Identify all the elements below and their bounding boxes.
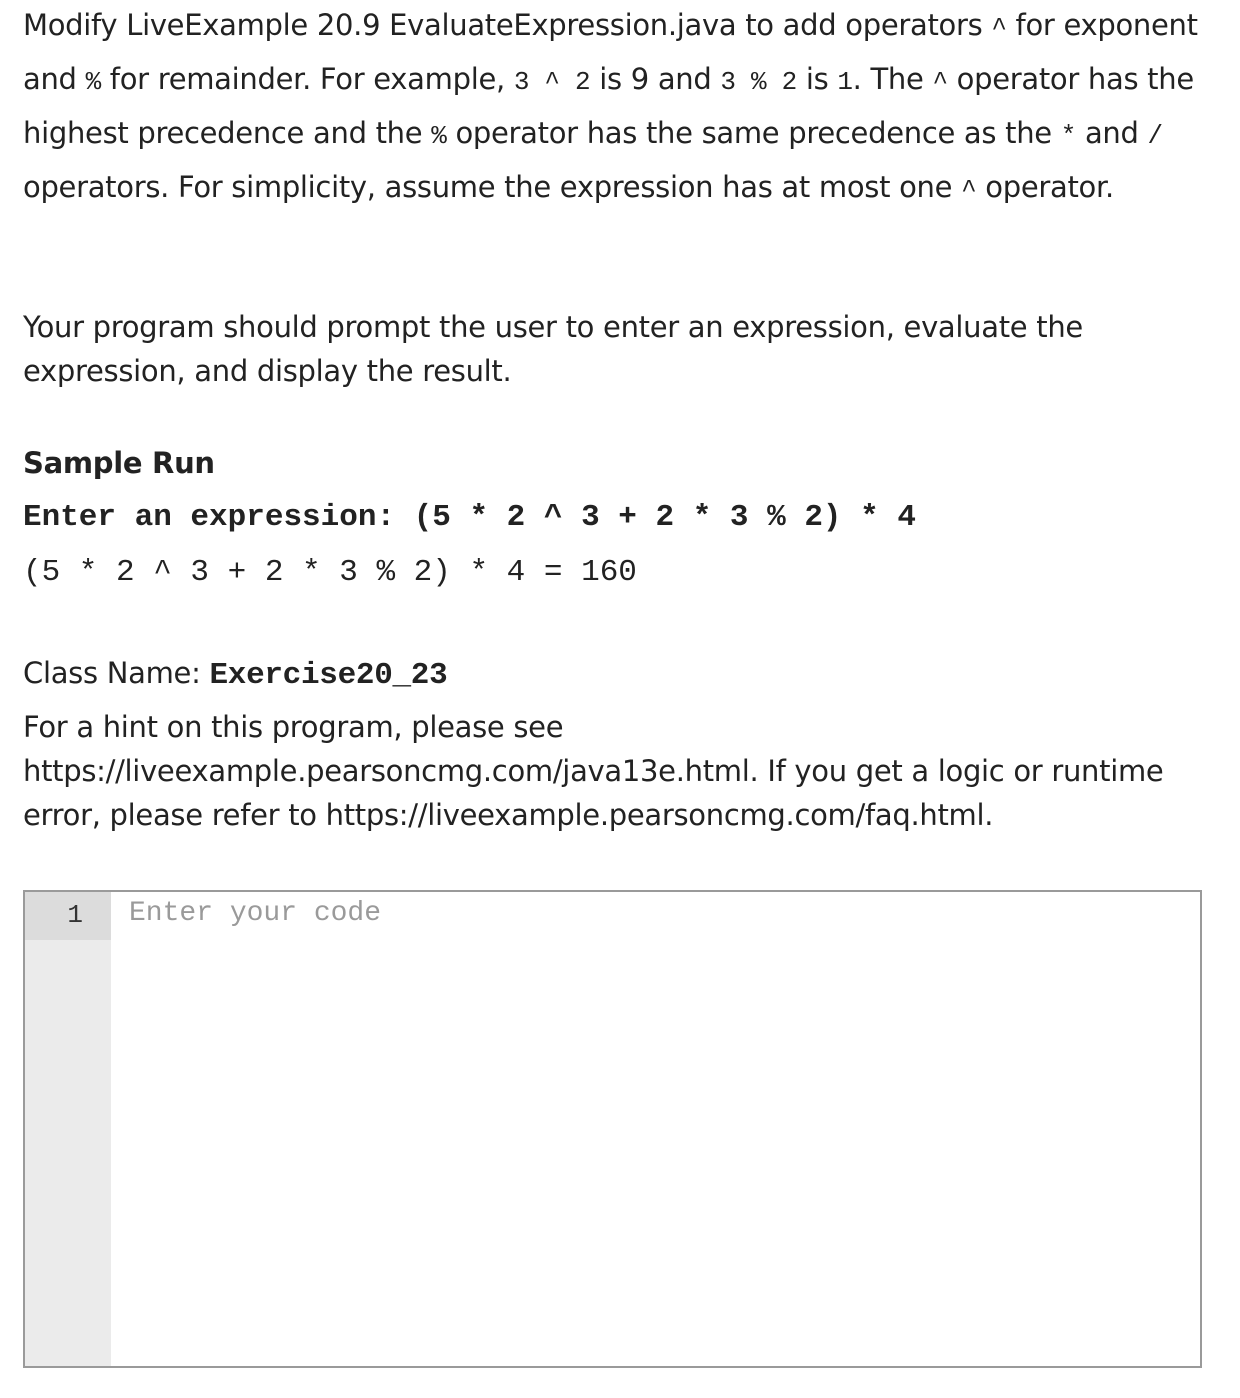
text-segment: for exponent and <box>23 8 1198 96</box>
code-input[interactable] <box>129 898 1189 1358</box>
text-segment: Modify LiveExample 20.9 EvaluateExpression.java to add operators <box>23 8 992 42</box>
text-segment: operators. For simplicity, assume the expression has at most one <box>23 170 962 204</box>
text-segment: is 9 and <box>590 62 721 96</box>
text-segment: operator has the same precedence as the <box>446 116 1061 150</box>
line-number-gutter <box>25 892 111 1366</box>
text-segment: and <box>1076 116 1148 150</box>
hint-text: For a hint on this program, please see https://liveexample.pearsoncmg.com/java13e.html. If you get a logic or runtime error, please refer to https://liveexample.pearsoncmg.com/faq.html. <box>23 710 1164 832</box>
text-segment: is <box>796 62 838 96</box>
class-name-line <box>23 656 447 693</box>
text-segment: . The <box>852 62 933 96</box>
percent-operator: % <box>431 121 447 151</box>
sample-run-output-line: (5 * 2 ^ 3 + 2 * 3 % 2) * 4 = 160 <box>23 555 637 590</box>
text-segment: operator has the highest precedence and the <box>23 62 1194 150</box>
text-segment: for remainder. For example, <box>100 62 514 96</box>
multiply-operator: * <box>1060 121 1077 151</box>
caret-operator: ^ <box>961 175 977 205</box>
problem-description <box>23 0 1218 216</box>
caret-operator: ^ <box>991 13 1007 43</box>
divide-operator: / <box>1147 121 1163 151</box>
sample-run-input-line: Enter an expression: (5 * 2 ^ 3 + 2 * 3 % 2) * 4 <box>23 500 916 535</box>
example-result: 1 <box>837 67 853 97</box>
line-number: 1 <box>67 900 83 930</box>
caret-operator: ^ <box>932 67 948 97</box>
class-name-value: Exercise20_23 <box>209 658 448 693</box>
example-remainder: 3 % 2 <box>720 67 797 97</box>
sample-run-title: Sample Run <box>23 446 215 480</box>
code-editor[interactable] <box>23 890 1202 1368</box>
text-segment: operator. <box>976 170 1114 204</box>
percent-operator: % <box>85 67 101 97</box>
prompt-instructions: Your program should prompt the user to enter an expression, evaluate the expression, and display the result. <box>23 310 1083 388</box>
class-name-label: Class Name: <box>23 656 210 690</box>
example-exponent: 3 ^ 2 <box>513 67 591 97</box>
